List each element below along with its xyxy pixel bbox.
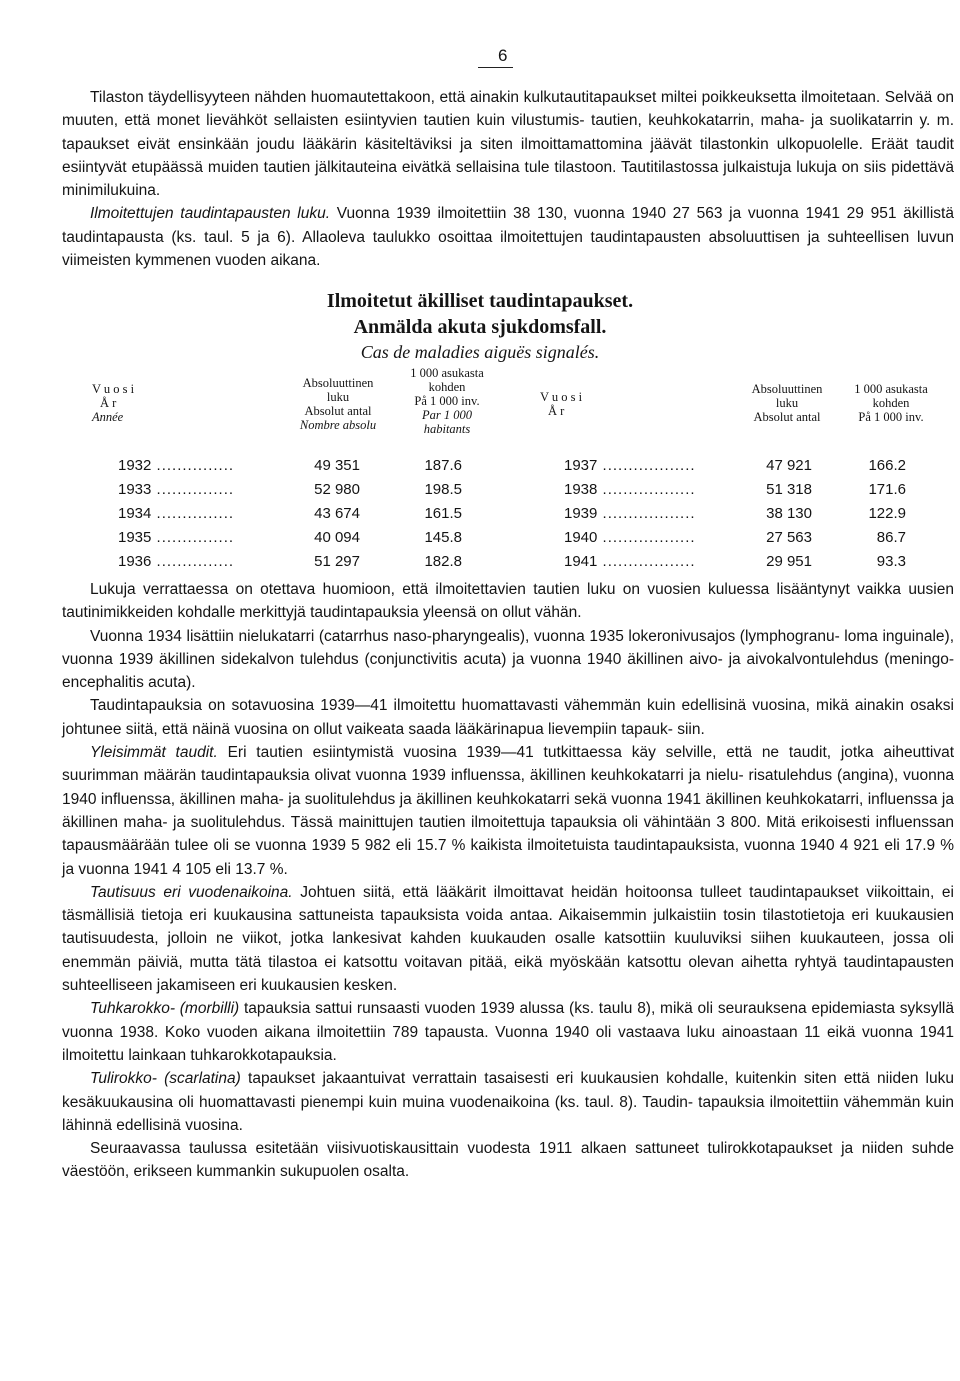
col-header-year: V u o s i Å r Année (92, 382, 135, 424)
paragraph-completeness: Tilaston täydellisyyteen nähden huomautettakoon, että ainakin kulkutautitapaukset miltei poikkeuksetta ilmoitetaan. Selvää on muuten, että monet lievähköt sellaisten esiintyvien tautien kuin vilustumis- tautien, keuhkokatarrin, maha- ja suolikatarrin y. m. tapaukset eivät ensinkään joudu lääkärin käsiteltäviksi ja siten ilmoittamattomina jäävät tilastonkin ulkopuolelle. Eräät taudit esiintyvät etupäässä muiden tautien jälkitauteina eivätkä sellaisina tule tilastoon. Tautitilastossa julkaistuja lukuja on siis pidettävä minimilukuina. (62, 89, 954, 200)
table-row: 1941 .................. (564, 553, 696, 570)
heading-seasons: Tautisuus eri vuodenaikoina. (90, 883, 293, 901)
table-title-sv: Anmälda akuta sjukdomsfall. (353, 316, 607, 338)
col-header-absolute-right: Absoluuttinen luku Absolut antal (751, 382, 823, 424)
paragraph-seasons: Tautisuus eri vuodenaikoina. Johtuen siitä, että lääkärit ilmoittavat heidän hoitoonsa tulleet taudintapaukset viikoittain, ei täsmällisiä tietoja eri kuukausina sattuneista tapauksista voida antaa. Aikaisemmin julkaistiin tosin tilastotietoja eri kuukausien tautisuudesta, jolloin ne viikot, jotka lankesivat kahden kuukauden osalle katsottiin kuuluviksi siihen kuukauteen, jossa oli enemmän päiviä, mutta tätä tilastoa ei katsottu voitavan pitää, eikä myöskään katsottu olevan aihetta ryhtyä taudintapausten suhteelliseen jakamiseen eri kuukausien kesken. (62, 883, 954, 995)
paragraph-next-table: Seuraavassa taulussa esitetään viisivuotiskausittain vuodesta 1911 alkaen sattuneet tulirokkotapaukset ja niiden suhde väestöön, erikseen kummankin sukupuolen osalta. (62, 1140, 954, 1181)
heading-scarlet-fever: Tulirokko- (scarlatina) (90, 1070, 241, 1088)
table-row: 1940 .................. (564, 529, 696, 546)
col-header-per-1000: 1 000 asukasta kohden På 1 000 inv. Par 1 000 habitants (410, 366, 484, 436)
col-header-per-1000-right: 1 000 asukasta kohden På 1 000 inv. (854, 382, 928, 424)
col-header-absolute: Absoluuttinen luku Absolut antal Nombre absolu (299, 376, 377, 432)
table-row: 1934 ............... (118, 505, 235, 522)
table-row: 1935 ............... (118, 529, 235, 546)
table-row: 1937 .................. (564, 457, 696, 474)
body-section (62, 578, 954, 1184)
heading-measles: Tuhkarokko- (morbilli) (90, 1000, 240, 1018)
paragraph-measles: Tuhkarokko- (morbilli) tapauksia sattui runsaasti vuoden 1939 alussa (ks. taulu 8), mikä oli seurauksena epidemiasta syksyllä vuonna 1938. Koko vuoden aikana ilmoitettiin 789 tapausta. Vuonna 1940 oli vastaava luku ainoastaan 11 eikä vuonna 1941 ilmoitettu lainkaan tuhkarokkotapauksia. (62, 1000, 954, 1064)
paragraph-war-years: Taudintapauksia on sotavuosina 1939—41 ilmoitettu huomattavasti vähemmän kuin edellisinä vuosina, mikä ainakin osaksi johtunee siitä, että näinä vuosina on ollut vaikeata saada lääkärinapua lievempiin tapauk- siin. (62, 697, 954, 738)
table-row: 1939 .................. (564, 505, 696, 522)
table-row: 1936 ............... (118, 553, 235, 570)
col-header-year-right: V u o s i Å r (540, 390, 583, 418)
table-title-fr: Cas de maladies aiguës signalés. (360, 342, 600, 362)
heading-reported-cases: Ilmoitettujen taudintapausten luku. (90, 205, 331, 223)
paragraph-reported-count: Ilmoitettujen taudintapausten luku. Vuonna 1939 ilmoitettiin 38 130, vuonna 1940 27 563 ja vuonna 1941 29 951 äkillistä taudintapausta (ks. taul. 5 ja 6). Allaoleva taulukko osoittaa ilmoitettujen taudintapausten absoluuttisen ja suhteellisen luvun viimeisten kymmenen vuoden aikana. (62, 205, 954, 270)
table-title-fi: Ilmoitetut äkilliset taudintapaukset. (326, 290, 634, 312)
paragraph-common-diseases: Yleisimmät taudit. Eri tautien esiintymistä vuosina 1939—41 tutkittaessa käy selville, että ne taudit, jotka aiheuttivat suurimman määrän taudintapauksia olivat vuonna 1939 influenssa, äkillinen keuhkokatarri ja nielu- risatulehdus (angina), vuonna 1940 influenssa, äkillinen maha- ja suolitulehdus ja äkillinen keuhkokatarri sekä vuonna 1941 äkillinen keuhkokatarri, influenssa ja äkillinen maha- ja suolitulehdus. Tässä mainittujen tautien ilmoitettuja tapauksia oli vähintään 3 800. Mitä erikoisesti influenssan tapausmäärään tulee oli se vuonna 1939 5 982 eli 15.7 % kaikista ilmoitetuista taudintapauksista, vuonna 1940 4 921 eli 17.9 % ja vuonna 1941 4 105 eli 13.7 %. (62, 744, 954, 878)
paragraph-comparison: Lukuja verrattaessa on otettava huomioon, että ilmoitettavien tautien luku on vuosien kuluessa lisääntynyt vaikka uusien tautinimikkeiden kohdalle merkittyjä taudintapauksia yleensä on ollut vähän. (62, 581, 954, 622)
paragraph-new-diseases: Vuonna 1934 lisättiin nielukatarri (catarrhus naso-pharyngealis), vuonna 1935 lokeronivusajos (lymphogranu- loma inguinale), vuonna 1939 äkillinen sidekalvon tulehdus (conjunctivitis acuta) ja vuonna 1940 äkillinen aivo- ja aivokalvontulehdus (meningo-encephalitis acuta). (62, 627, 954, 692)
table-row: 1933 ............... (118, 481, 235, 498)
table-row: 1938 .................. (564, 481, 696, 498)
heading-common-diseases: Yleisimmät taudit. (90, 744, 218, 762)
table-row: 1932 ............... (118, 457, 235, 474)
page-number: 6 (478, 44, 558, 68)
paragraph-scarlet-fever: Tulirokko- (scarlatina) tapaukset jakaantuivat verrattain tasaisesti eri kuukausien kohdalle, kuitenkin siten että niiden luku kesäkuukausina oli huomattavasti pienempi kuin muina vuodenaikoina (ks. taul. 8). Taudin- tapauksia ilmoitettiin vähemmän kuin lähinnä edellisinä vuosina. (62, 1070, 954, 1134)
intro-section (62, 86, 954, 272)
